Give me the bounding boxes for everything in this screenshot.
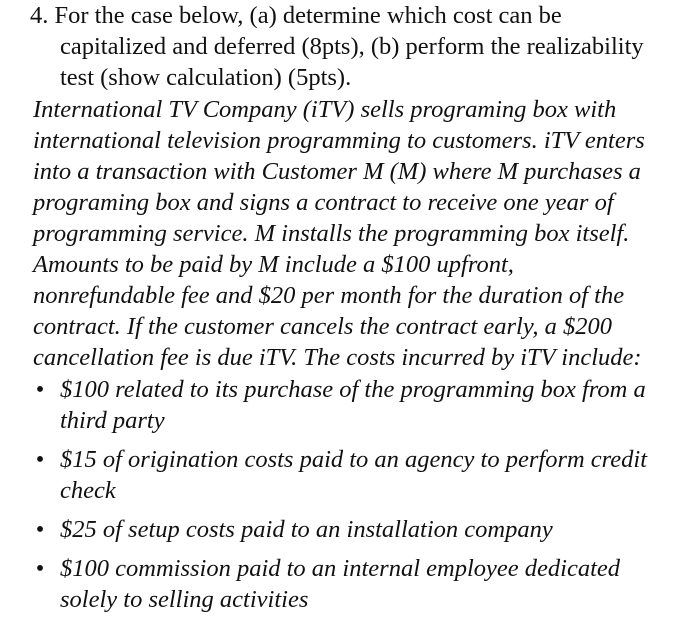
bullet-text: $100 related to its purchase of the programming box from a — [60, 376, 646, 403]
question-line: test (show calculation) (5pts). — [60, 64, 352, 91]
bullet-item — [30, 553, 695, 615]
case-line: into a transaction with Customer M (M) where M purchases a — [33, 158, 641, 185]
question-prompt — [30, 0, 695, 93]
bullet-text: $25 of setup costs paid to an installation company — [60, 516, 553, 543]
bullet-marker: • — [35, 376, 45, 403]
case-line: programming service. M installs the programming box itself. — [33, 220, 630, 247]
bullet-text: check — [60, 477, 116, 504]
case-description — [33, 94, 695, 373]
case-line: nonrefundable fee and $20 per month for the duration of the — [33, 282, 625, 309]
cost-bullet-list — [30, 374, 695, 623]
case-line: programing box and signs a contract to receive one year of — [33, 189, 614, 216]
question-line: capitalized and deferred (8pts), (b) perform the realizability — [60, 33, 644, 60]
case-line: international television programming to customers. iTV enters — [33, 127, 645, 154]
case-line: cancellation fee is due iTV. The costs incurred by iTV include: — [33, 344, 642, 371]
case-line: Amounts to be paid by M include a $100 upfront, — [33, 251, 514, 278]
question-line: 4. For the case below, (a) determine which cost can be — [30, 2, 562, 29]
bullet-marker: • — [35, 555, 45, 582]
case-line: International TV Company (iTV) sells programing box with — [33, 96, 617, 123]
bullet-item — [30, 374, 695, 436]
bullet-text: third party — [60, 407, 165, 434]
bullet-text: $15 of origination costs paid to an agency to perform credit — [60, 446, 648, 473]
bullet-text: solely to selling activities — [60, 586, 309, 613]
bullet-marker: • — [35, 516, 45, 543]
bullet-text: $100 commission paid to an internal employee dedicated — [60, 555, 620, 582]
bullet-item — [30, 514, 695, 545]
bullet-item — [30, 444, 695, 506]
case-line: contract. If the customer cancels the contract early, a $200 — [33, 313, 613, 340]
bullet-marker: • — [35, 446, 45, 473]
